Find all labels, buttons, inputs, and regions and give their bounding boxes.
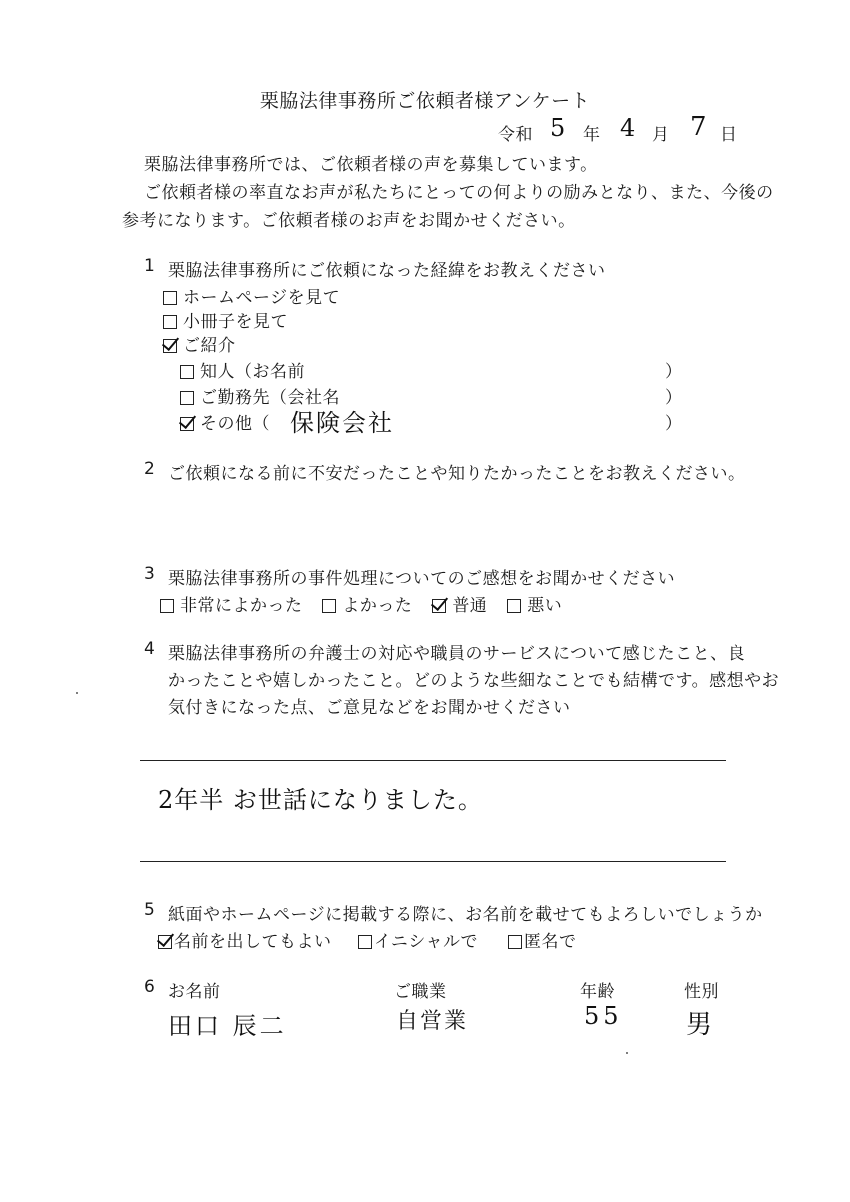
q6-answer-occupation: 自営業 <box>396 1009 469 1034</box>
q3-option-very-good[interactable] <box>160 596 303 616</box>
q1-sub-acquaintance[interactable] <box>180 357 305 382</box>
q6-label-gender: 性別 <box>684 982 719 1002</box>
date-month: 4 <box>620 114 636 142</box>
q3-options <box>160 591 562 616</box>
q6-label-name: お名前 <box>168 982 221 1002</box>
q1-option-booklet-label: 小冊子を見て <box>183 312 288 332</box>
q4-number: 4 <box>144 639 156 659</box>
checkbox-name-ok-checked[interactable] <box>158 935 172 949</box>
date-day-unit: 日 <box>720 125 738 145</box>
q3-option-good[interactable] <box>322 596 412 616</box>
intro-line-3: 参考になります。ご依頼者様のお声をお聞かせください。 <box>122 211 576 231</box>
checkbox-acquaintance[interactable] <box>180 365 194 379</box>
q4-question-line-2: かったことや嬉しかったこと。どのような些細なことでも結構です。感想やお <box>168 671 780 691</box>
checkbox-booklet[interactable] <box>163 315 177 329</box>
close-paren-acquaintance: ） <box>665 362 683 382</box>
checkbox-referral-checked[interactable] <box>163 339 177 353</box>
q1-sub-workplace-label: ご勤務先（会社名 <box>200 388 340 408</box>
document-title: 栗脇法律事務所ご依頼者様アンケート <box>259 90 591 112</box>
q4-answer: 2年半 お世話になりました。 <box>158 786 483 814</box>
q3-option-bad[interactable] <box>507 596 562 616</box>
close-paren-other: ） <box>665 414 683 434</box>
q3-option-good-label: よかった <box>342 596 413 616</box>
q4-question-line-3: 気付きになった点、ご意見などをお聞かせください <box>168 698 571 718</box>
intro-line-1: 栗脇法律事務所では、ご依頼者様の声を募集しています。 <box>144 155 598 175</box>
checkbox-good[interactable] <box>322 599 336 613</box>
q4-question-line-1: 栗脇法律事務所の弁護士の対応や職員のサービスについて感じたこと、良 <box>168 644 746 664</box>
q1-other-answer: 保険会社 <box>290 409 394 437</box>
checkbox-workplace[interactable] <box>180 391 194 405</box>
scan-speck <box>626 1052 628 1054</box>
answer-line-2 <box>140 861 726 862</box>
q1-option-homepage-label: ホームページを見て <box>183 288 341 308</box>
answer-line-1 <box>140 760 726 761</box>
q6-answer-name: 田口 辰二 <box>168 1012 287 1040</box>
q5-option-anonymous[interactable] <box>508 927 577 952</box>
checkbox-normal-checked[interactable] <box>432 599 446 613</box>
q5-option-name-ok[interactable] <box>158 927 332 952</box>
q3-option-very-good-label: 非常によかった <box>180 596 303 616</box>
close-paren-workplace: ） <box>665 388 683 408</box>
checkbox-other-checked[interactable] <box>180 417 194 431</box>
q5-option-name-ok-label: 名前を出してもよい <box>174 932 332 952</box>
q1-sub-other[interactable] <box>180 409 270 434</box>
date-month-unit: 月 <box>652 125 670 145</box>
q6-label-occupation: ご職業 <box>394 982 447 1002</box>
q5-number: 5 <box>144 900 156 920</box>
date-year: 5 <box>550 114 566 142</box>
scan-speck <box>76 692 78 694</box>
q1-sub-acquaintance-label: 知人（お名前 <box>200 362 305 382</box>
intro-line-2: ご依頼者様の率直なお声が私たちにとっての何よりの励みとなり、また、今後の <box>144 183 774 203</box>
q5-option-initials-label: イニシャルで <box>374 932 478 952</box>
checkbox-anonymous[interactable] <box>508 935 522 949</box>
q5-question: 紙面やホームページに掲載する際に、お名前を載せてもよろしいでしょうか <box>168 905 763 925</box>
q6-number: 6 <box>144 977 156 997</box>
date-day: 7 <box>690 112 707 142</box>
q1-sub-other-label: その他（ <box>200 414 270 434</box>
checkbox-initials[interactable] <box>358 935 372 949</box>
q3-option-normal[interactable] <box>432 596 487 616</box>
q2-question: ご依頼になる前に不安だったことや知りたかったことをお教えください。 <box>168 464 746 484</box>
q3-question: 栗脇法律事務所の事件処理についてのご感想をお聞かせください <box>168 569 676 589</box>
q5-option-anonymous-label: 匿名で <box>524 932 577 952</box>
date-era: 令和 <box>498 125 533 145</box>
checkbox-bad[interactable] <box>507 599 521 613</box>
q6-answer-gender: 男 <box>686 1010 713 1040</box>
q1-number: 1 <box>144 256 156 276</box>
q1-option-homepage[interactable] <box>163 283 340 308</box>
date-row <box>498 120 533 145</box>
q3-number: 3 <box>144 564 156 584</box>
q6-answer-age: 55 <box>584 1002 623 1030</box>
date-year-unit: 年 <box>583 125 601 145</box>
q6-label-age: 年齢 <box>580 982 615 1002</box>
q2-number: 2 <box>144 459 156 479</box>
q5-option-initials[interactable] <box>358 927 478 952</box>
q1-option-booklet[interactable] <box>163 307 288 332</box>
q3-option-bad-label: 悪い <box>527 596 563 616</box>
q1-option-referral-label: ご紹介 <box>183 336 236 356</box>
q1-option-referral[interactable] <box>163 331 236 356</box>
checkbox-homepage[interactable] <box>163 291 177 305</box>
checkbox-very-good[interactable] <box>160 599 174 613</box>
q3-option-normal-label: 普通 <box>452 596 488 616</box>
q1-question: 栗脇法律事務所にご依頼になった経緯をお教えください <box>168 261 606 281</box>
